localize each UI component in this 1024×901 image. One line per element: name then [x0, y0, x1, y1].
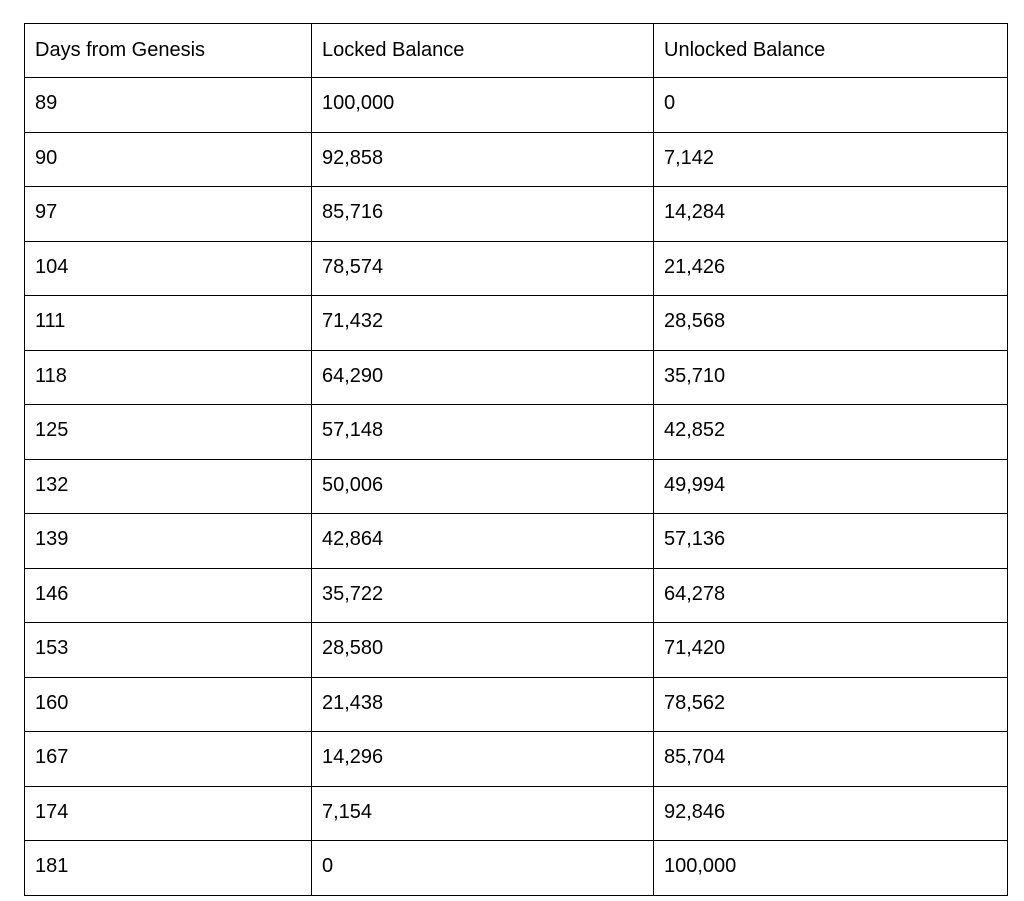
cell-locked-balance: 7,154: [312, 786, 654, 841]
cell-days-from-genesis: 111: [25, 296, 312, 351]
header-row: [25, 24, 1008, 78]
cell-unlocked-balance: 7,142: [654, 132, 1008, 187]
table-row: [25, 296, 1008, 351]
cell-days-from-genesis: 90: [25, 132, 312, 187]
cell-locked-balance: 14,296: [312, 732, 654, 787]
cell-unlocked-balance: 78,562: [654, 677, 1008, 732]
cell-unlocked-balance: 21,426: [654, 241, 1008, 296]
cell-locked-balance: 71,432: [312, 296, 654, 351]
cell-days-from-genesis: 132: [25, 459, 312, 514]
table-row: [25, 187, 1008, 242]
cell-days-from-genesis: 118: [25, 350, 312, 405]
cell-unlocked-balance: 71,420: [654, 623, 1008, 678]
cell-locked-balance: 92,858: [312, 132, 654, 187]
cell-locked-balance: 85,716: [312, 187, 654, 242]
table-row: [25, 78, 1008, 133]
table-row: [25, 568, 1008, 623]
table-row: [25, 786, 1008, 841]
header-days-from-genesis: Days from Genesis: [25, 24, 312, 78]
cell-unlocked-balance: 100,000: [654, 841, 1008, 896]
cell-locked-balance: 42,864: [312, 514, 654, 569]
cell-unlocked-balance: 0: [654, 78, 1008, 133]
cell-days-from-genesis: 160: [25, 677, 312, 732]
vesting-table-container: [24, 23, 1008, 896]
cell-locked-balance: 64,290: [312, 350, 654, 405]
cell-days-from-genesis: 104: [25, 241, 312, 296]
cell-locked-balance: 78,574: [312, 241, 654, 296]
cell-locked-balance: 50,006: [312, 459, 654, 514]
table-row: [25, 405, 1008, 460]
cell-unlocked-balance: 92,846: [654, 786, 1008, 841]
cell-unlocked-balance: 85,704: [654, 732, 1008, 787]
table-row: [25, 732, 1008, 787]
vesting-schedule-table: [24, 23, 1008, 896]
cell-days-from-genesis: 97: [25, 187, 312, 242]
table-body: [25, 78, 1008, 896]
cell-unlocked-balance: 42,852: [654, 405, 1008, 460]
table-header: [25, 24, 1008, 78]
cell-days-from-genesis: 153: [25, 623, 312, 678]
header-locked-balance: Locked Balance: [312, 24, 654, 78]
cell-days-from-genesis: 139: [25, 514, 312, 569]
cell-locked-balance: 0: [312, 841, 654, 896]
table-row: [25, 132, 1008, 187]
cell-days-from-genesis: 146: [25, 568, 312, 623]
table-row: [25, 350, 1008, 405]
table-row: [25, 623, 1008, 678]
cell-locked-balance: 57,148: [312, 405, 654, 460]
table-row: [25, 241, 1008, 296]
table-row: [25, 459, 1008, 514]
table-row: [25, 677, 1008, 732]
cell-unlocked-balance: 35,710: [654, 350, 1008, 405]
header-unlocked-balance: Unlocked Balance: [654, 24, 1008, 78]
cell-unlocked-balance: 14,284: [654, 187, 1008, 242]
cell-locked-balance: 28,580: [312, 623, 654, 678]
cell-days-from-genesis: 125: [25, 405, 312, 460]
cell-days-from-genesis: 167: [25, 732, 312, 787]
cell-unlocked-balance: 64,278: [654, 568, 1008, 623]
cell-locked-balance: 35,722: [312, 568, 654, 623]
cell-locked-balance: 100,000: [312, 78, 654, 133]
cell-unlocked-balance: 57,136: [654, 514, 1008, 569]
table-row: [25, 841, 1008, 896]
cell-unlocked-balance: 49,994: [654, 459, 1008, 514]
cell-locked-balance: 21,438: [312, 677, 654, 732]
table-row: [25, 514, 1008, 569]
cell-days-from-genesis: 181: [25, 841, 312, 896]
cell-unlocked-balance: 28,568: [654, 296, 1008, 351]
cell-days-from-genesis: 89: [25, 78, 312, 133]
cell-days-from-genesis: 174: [25, 786, 312, 841]
